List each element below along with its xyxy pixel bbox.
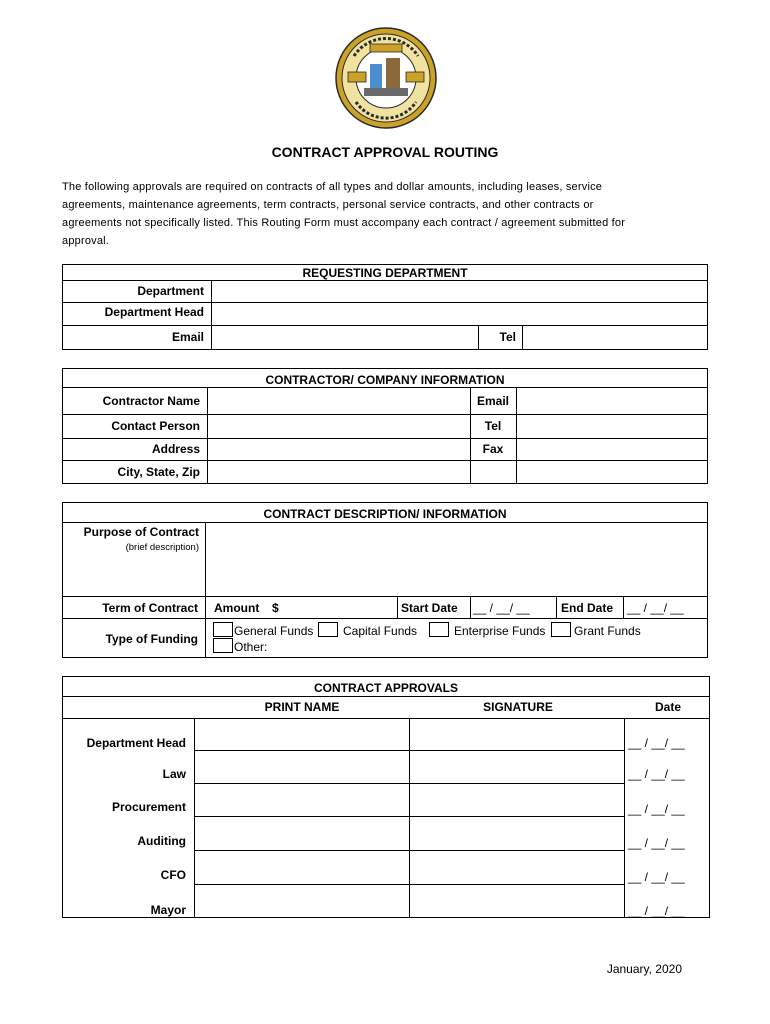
start-date-label: Start Date xyxy=(401,601,458,615)
print-name-field[interactable] xyxy=(195,751,408,782)
approval-role-auditing: Auditing xyxy=(137,834,186,848)
signature-field[interactable] xyxy=(410,784,623,815)
city-state-zip-label: City, State, Zip xyxy=(117,465,200,479)
print-name-field[interactable] xyxy=(195,885,408,917)
contractor-header: CONTRACTOR/ COMPANY INFORMATION xyxy=(265,373,505,387)
term-label: Term of Contract xyxy=(102,601,198,615)
start-date-field[interactable]: __ / __/ __ xyxy=(473,601,530,615)
print-name-column-header: PRINT NAME xyxy=(264,700,340,714)
amount-field[interactable] xyxy=(282,598,394,616)
contractor-fax-field[interactable] xyxy=(517,439,707,459)
date-column-header: Date xyxy=(654,700,681,714)
contractor-fax-label: Fax xyxy=(482,442,504,456)
intro-line: agreements, maintenance agreements, term contracts, personal service contracts, and other contracts or xyxy=(62,199,594,211)
approval-role-cfo: CFO xyxy=(160,868,186,882)
signature-field[interactable] xyxy=(410,751,623,782)
department-head-field[interactable] xyxy=(212,303,707,324)
contact-person-field[interactable] xyxy=(208,415,469,437)
signature-field[interactable] xyxy=(410,817,623,849)
date-field[interactable]: __ / __/ __ xyxy=(628,836,685,850)
purpose-field[interactable] xyxy=(206,523,707,595)
amount-label: Amount xyxy=(214,601,260,615)
capital-funds-label: Capital Funds xyxy=(343,624,418,638)
page-title: CONTRACT APPROVAL ROUTING xyxy=(271,144,499,160)
general-funds-checkbox[interactable] xyxy=(213,622,233,637)
approval-role-department-head: Department Head xyxy=(86,736,186,750)
description-header: CONTRACT DESCRIPTION/ INFORMATION xyxy=(263,507,507,521)
contractor-email-field[interactable] xyxy=(517,388,707,413)
intro-line: agreements not specifically listed. This Routing Form must accompany each contract / agreement submitted for xyxy=(62,217,626,229)
address-field[interactable] xyxy=(208,439,469,459)
contractor-name-field[interactable] xyxy=(208,388,469,413)
contractor-name-label: Contractor Name xyxy=(102,394,200,408)
approvals-header: CONTRACT APPROVALS xyxy=(314,681,458,695)
signature-field[interactable] xyxy=(410,851,623,883)
city-state-zip-field[interactable] xyxy=(208,461,469,483)
grant-funds-checkbox[interactable] xyxy=(551,622,571,637)
other-funds-checkbox[interactable] xyxy=(213,638,233,653)
approval-role-procurement: Procurement xyxy=(111,800,186,814)
grant-funds-label: Grant Funds xyxy=(574,624,641,638)
requesting-header: REQUESTING DEPARTMENT xyxy=(302,266,468,280)
city-seal xyxy=(334,26,438,130)
signature-field[interactable] xyxy=(410,885,623,917)
date-field[interactable]: __ / __/ __ xyxy=(628,802,685,816)
funding-label: Type of Funding xyxy=(105,632,198,646)
department-field[interactable] xyxy=(212,281,707,301)
enterprise-funds-label: Enterprise Funds xyxy=(454,624,546,638)
contractor-tel-label: Tel xyxy=(484,419,502,433)
date-field[interactable]: __ / __/ __ xyxy=(628,767,685,781)
tel-label: Tel xyxy=(499,330,516,344)
date-field[interactable]: __ / __/ __ xyxy=(628,904,685,918)
contact-person-label: Contact Person xyxy=(111,419,200,433)
intro-text xyxy=(62,178,702,250)
intro-line: approval. xyxy=(62,235,110,247)
general-funds-label: General Funds xyxy=(234,624,314,638)
date-field[interactable]: __ / __/ __ xyxy=(628,870,685,884)
signature-field[interactable] xyxy=(410,719,623,749)
approval-role-mayor: Mayor xyxy=(150,903,186,917)
date-field[interactable]: __ / __/ __ xyxy=(628,736,685,750)
email-label: Email xyxy=(171,330,204,344)
print-name-field[interactable] xyxy=(195,817,408,849)
end-date-field[interactable]: __ / __/ __ xyxy=(627,601,684,615)
print-name-field[interactable] xyxy=(195,784,408,815)
contractor-email-label: Email xyxy=(476,394,509,408)
print-name-field[interactable] xyxy=(195,851,408,883)
approval-role-law: Law xyxy=(162,767,186,781)
signature-column-header: SIGNATURE xyxy=(483,700,553,714)
capital-funds-checkbox[interactable] xyxy=(318,622,338,637)
address-label: Address xyxy=(151,442,200,456)
other-funds-label: Other: xyxy=(234,640,268,654)
tel-field[interactable] xyxy=(523,326,707,349)
department-label: Department xyxy=(137,284,204,298)
email-field[interactable] xyxy=(212,326,477,349)
department-head-label: Department Head xyxy=(104,305,204,319)
intro-line: The following approvals are required on contracts of all types and dollar amounts, including leases, service xyxy=(62,181,603,193)
amount-prefix: $ xyxy=(272,601,279,615)
print-name-field[interactable] xyxy=(195,719,408,749)
enterprise-funds-checkbox[interactable] xyxy=(429,622,449,637)
purpose-hint: (brief description) xyxy=(125,542,199,553)
revision-date: January, 2020 xyxy=(606,962,682,976)
end-date-label: End Date xyxy=(561,601,614,615)
purpose-label: Purpose of Contract xyxy=(83,525,199,539)
contractor-tel-field[interactable] xyxy=(517,415,707,437)
